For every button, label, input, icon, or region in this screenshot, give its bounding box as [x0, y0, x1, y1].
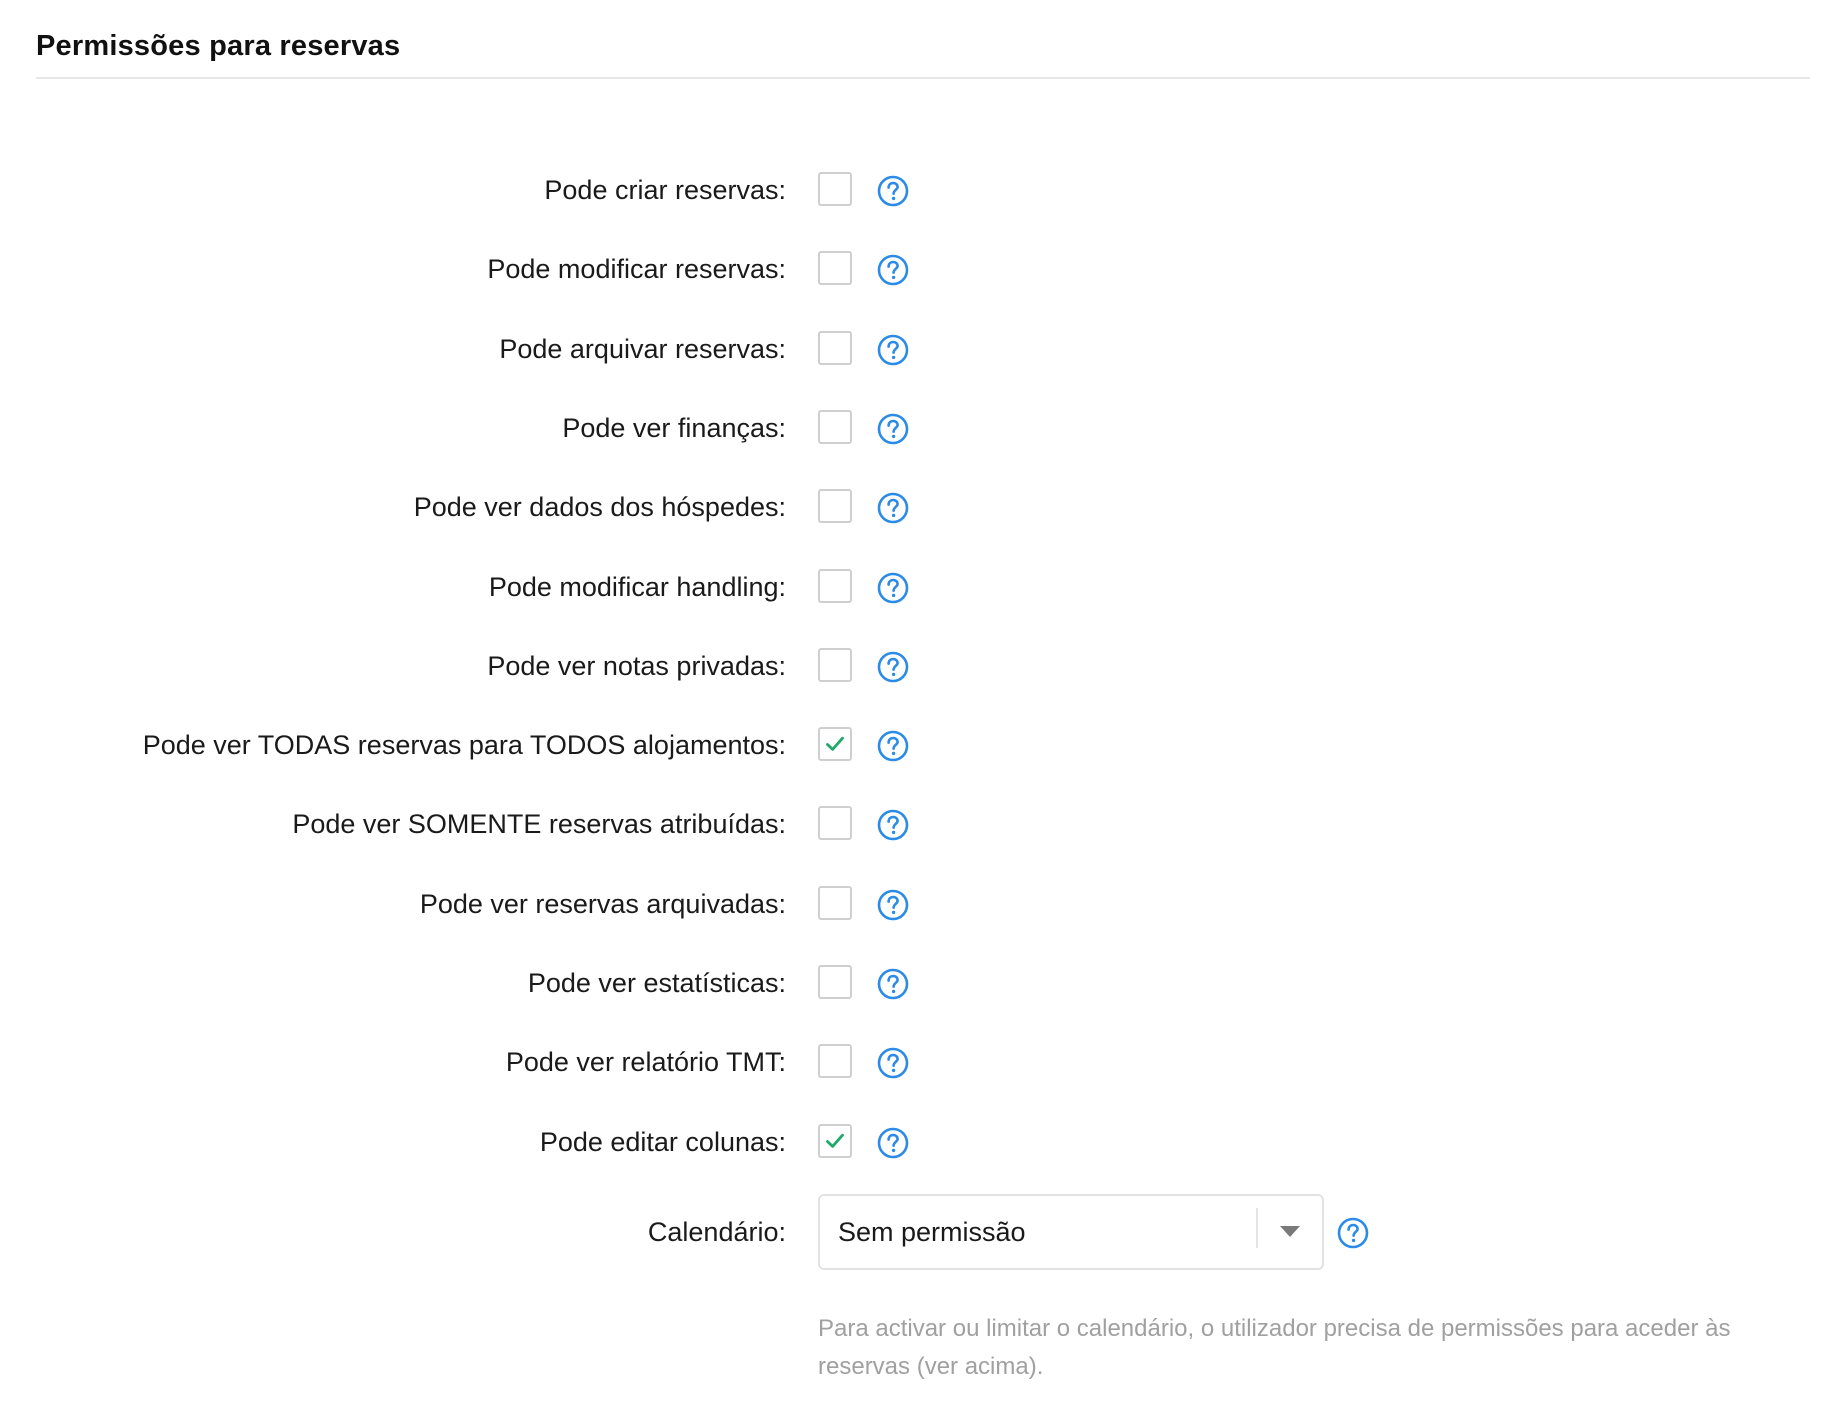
permission-row — [0, 804, 1846, 844]
calendar-hint: Para activar ou limitar o calendário, o utilizador precisa de permissões para aceder às reservas (ver acima). — [818, 1315, 1731, 1380]
calendar-select-value: Sem permissão — [838, 1217, 1026, 1247]
permission-label: Pode modificar reservas: — [487, 254, 786, 284]
permission-checkbox[interactable] — [818, 727, 852, 761]
question-circle-icon[interactable] — [876, 1126, 910, 1160]
calendar-select[interactable] — [818, 1194, 1324, 1270]
question-circle-icon[interactable] — [876, 650, 910, 684]
permission-label: Pode ver finanças: — [562, 413, 786, 443]
question-circle-icon[interactable] — [876, 729, 910, 763]
permission-row — [0, 170, 1846, 210]
permission-row — [0, 1042, 1846, 1082]
permission-label: Pode ver relatório TMT: — [505, 1047, 786, 1077]
permission-checkbox[interactable] — [818, 569, 852, 603]
question-circle-icon[interactable] — [1336, 1216, 1370, 1250]
permission-row — [0, 963, 1846, 1003]
section-divider — [36, 77, 1810, 79]
permission-checkbox[interactable] — [818, 1044, 852, 1078]
permission-checkbox[interactable] — [818, 806, 852, 840]
checkmark-icon — [824, 1130, 846, 1152]
permission-label: Pode ver notas privadas: — [487, 651, 786, 681]
permission-row — [0, 1122, 1846, 1162]
permission-label: Pode modificar handling: — [488, 572, 786, 602]
permission-row — [0, 646, 1846, 686]
permission-checkbox[interactable] — [818, 965, 852, 999]
permission-checkbox[interactable] — [818, 331, 852, 365]
section-title: Permissões para reservas — [36, 30, 401, 62]
permission-row — [0, 725, 1846, 765]
question-circle-icon[interactable] — [876, 967, 910, 1001]
permission-checkbox[interactable] — [818, 648, 852, 682]
permission-checkbox[interactable] — [818, 172, 852, 206]
caret-down-icon[interactable] — [1280, 1226, 1300, 1237]
permission-row — [0, 408, 1846, 448]
question-circle-icon[interactable] — [876, 253, 910, 287]
permission-label: Pode ver TODAS reservas para TODOS alojamentos: — [142, 730, 786, 760]
permission-row — [0, 329, 1846, 369]
question-circle-icon[interactable] — [876, 1046, 910, 1080]
permission-label: Pode editar colunas: — [539, 1127, 786, 1157]
permission-checkbox[interactable] — [818, 251, 852, 285]
question-circle-icon[interactable] — [876, 174, 910, 208]
question-circle-icon[interactable] — [876, 333, 910, 367]
permission-checkbox[interactable] — [818, 886, 852, 920]
permission-row — [0, 884, 1846, 924]
permission-label: Pode ver SOMENTE reservas atribuídas: — [292, 809, 786, 839]
permission-label: Pode ver estatísticas: — [527, 968, 786, 998]
permission-checkbox[interactable] — [818, 410, 852, 444]
question-circle-icon[interactable] — [876, 412, 910, 446]
permission-row — [0, 567, 1846, 607]
checkmark-icon — [824, 733, 846, 755]
permission-row — [0, 249, 1846, 289]
permission-label: Pode ver reservas arquivadas: — [419, 889, 786, 919]
select-separator — [1256, 1208, 1258, 1248]
permission-label: Pode arquivar reservas: — [499, 334, 786, 364]
question-circle-icon[interactable] — [876, 491, 910, 525]
calendar-row — [0, 1194, 1846, 1270]
permission-checkbox[interactable] — [818, 489, 852, 523]
question-circle-icon[interactable] — [876, 808, 910, 842]
calendar-label: Calendário: — [647, 1217, 786, 1247]
permission-label: Pode criar reservas: — [544, 175, 786, 205]
question-circle-icon[interactable] — [876, 571, 910, 605]
permission-row — [0, 487, 1846, 527]
permission-label: Pode ver dados dos hóspedes: — [413, 492, 786, 522]
permission-checkbox[interactable] — [818, 1124, 852, 1158]
question-circle-icon[interactable] — [876, 888, 910, 922]
